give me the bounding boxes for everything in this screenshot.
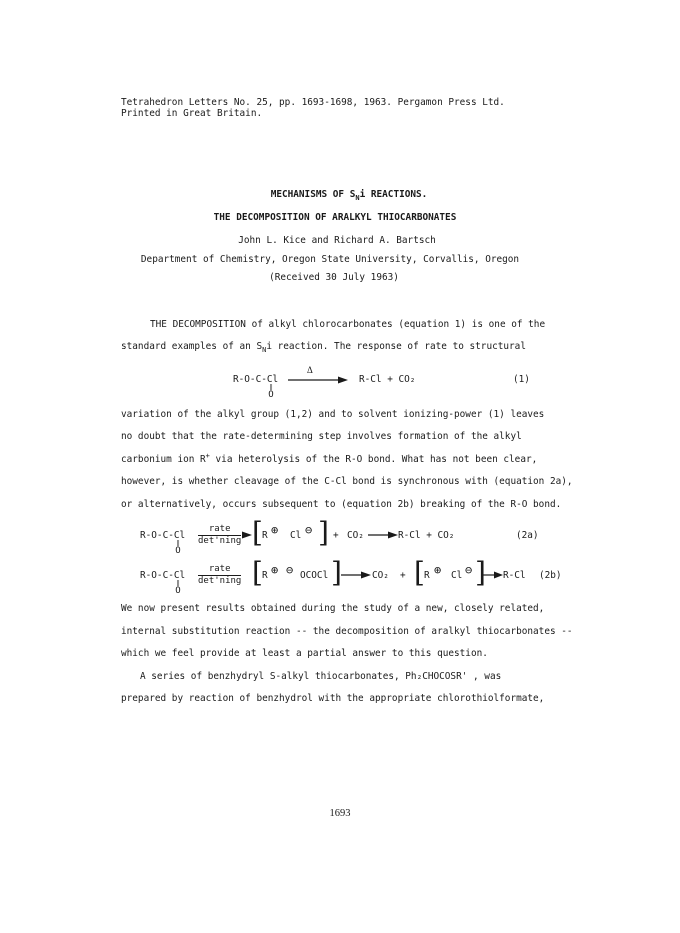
eq2b-anion-2: Cl: [451, 570, 463, 581]
eq2b-bracket-right-2: ]: [475, 556, 486, 589]
para3-line1: We now present results obtained during the study of a new, closely related,: [121, 603, 545, 614]
printed-in: Printed in Great Britain.: [121, 108, 263, 119]
title-line-1: [9, 189, 680, 202]
title-line-1-post: i REACTIONS.: [359, 189, 428, 200]
page-number: 1693: [329, 808, 351, 819]
eq2b-reactant: R-O-C-Cl: [140, 570, 186, 581]
eq2a-cation-charge: ⊕: [271, 523, 279, 537]
eq2b-carbonyl-oxygen: O: [175, 586, 181, 596]
title-line-2: THE DECOMPOSITION OF ARALKYL THIOCARBONATES: [213, 212, 457, 223]
eq2a-plus: +: [333, 530, 339, 541]
eq1-label: (1): [513, 374, 530, 385]
eq2b-bracket-left: [: [252, 556, 263, 589]
para1-line2-pre: standard examples of an S: [121, 341, 263, 352]
para2-line3: [121, 452, 538, 465]
eq2b-cation-2: R: [424, 570, 430, 581]
eq2a-arrow-2: [368, 531, 398, 539]
eq2a-co2: CO₂: [347, 530, 364, 541]
para2-line5: or alternatively, occurs subsequent to (equation 2b) breaking of the R-O bond.: [121, 499, 562, 510]
eq2a-rate-bottom: det'ning: [198, 536, 242, 546]
eq2b-product: R-Cl: [503, 570, 526, 581]
eq2a-anion: Cl: [290, 530, 302, 541]
eq2b-carbonyl: [173, 581, 183, 596]
title-line-1-pre: MECHANISMS OF S: [270, 189, 356, 200]
eq2a-reactant: R-O-C-Cl: [140, 530, 186, 541]
authors: John L. Kice and Richard A. Bartsch: [238, 235, 436, 246]
eq2a-label: (2a): [516, 530, 539, 541]
para2-line2: no doubt that the rate-determining step involves formation of the alkyl: [121, 431, 522, 442]
para1-line1: THE DECOMPOSITION of alkyl chlorocarbonates (equation 1) is one of the: [150, 319, 546, 330]
eq1-carbonyl: [266, 385, 276, 400]
para2-line3-post: via heterolysis of the R-O bond. What has not been clear,: [209, 454, 538, 465]
para1-line2-sub: N: [262, 346, 267, 354]
title-line-1-sub: N: [355, 194, 360, 202]
eq2b-co2: CO₂: [372, 570, 389, 581]
eq2a-anion-charge: ⊖: [305, 523, 313, 537]
eq2b-bracket-right: ]: [331, 556, 342, 589]
eq2b-rate-bottom: det'ning: [198, 576, 242, 586]
eq2b-cation: R: [262, 570, 268, 581]
eq2a-arrow: [196, 531, 252, 539]
eq1-reactant: R-O-C-Cl: [233, 374, 279, 385]
eq2a-cation: R: [262, 530, 268, 541]
eq2b-anion-charge: ⊖: [286, 563, 294, 577]
para4-line1: A series of benzhydryl S-alkyl thiocarbonates, Ph₂CHOCOSR' , was: [140, 671, 502, 682]
eq2b-rate-top: rate: [198, 565, 241, 576]
journal-citation: Tetrahedron Letters No. 25, pp. 1693-1698, 1963. Pergamon Press Ltd.: [121, 97, 505, 108]
para2-line3-sup: +: [205, 452, 210, 460]
eq2b-rate-label: [198, 565, 241, 586]
eq2b-anion-2-charge: ⊖: [465, 563, 473, 577]
eq2b-carbonyl-bond: ‖: [176, 580, 180, 587]
para2-line4: however, is whether cleavage of the C-Cl bond is synchronous with (equation 2a),: [121, 476, 573, 487]
eq2b-plus: +: [400, 570, 406, 581]
eq2a-bracket-left: [: [252, 516, 263, 549]
eq2a-carbonyl-oxygen: O: [175, 546, 181, 556]
para2-line3-pre: carbonium ion R: [121, 454, 206, 465]
eq1-arrow: [288, 376, 348, 384]
eq2b-anion: OCOCl: [300, 570, 329, 581]
para2-line1: variation of the alkyl group (1,2) and to solvent ionizing-power (1) leaves: [121, 409, 545, 420]
received-date: (Received 30 July 1963): [269, 272, 399, 283]
eq2b-bracket-left-2: [: [414, 556, 425, 589]
para1-line2: [121, 341, 526, 354]
eq1-condition: Δ: [307, 365, 313, 375]
eq2b-arrow-2: [341, 571, 371, 579]
para4-line2: prepared by reaction of benzhydrol with the appropriate chlorothiolformate,: [121, 693, 545, 704]
eq2a-carbonyl: [173, 541, 183, 556]
eq2b-cation-2-charge: ⊕: [434, 563, 442, 577]
affiliation: Department of Chemistry, Oregon State University, Corvallis, Oregon: [140, 254, 520, 265]
para1-line2-post: i reaction. The response of rate to structural: [266, 341, 526, 352]
para3-line3: which we feel provide at least a partial answer to this question.: [121, 648, 488, 659]
eq2a-bracket-right: ]: [318, 516, 329, 549]
eq1-carbonyl-oxygen: O: [268, 390, 274, 400]
eq1-carbonyl-bond: ‖: [269, 384, 273, 391]
eq2b-cation-charge: ⊕: [271, 563, 279, 577]
para3-line2: internal substitution reaction -- the decomposition of aralkyl thiocarbonates --: [121, 626, 573, 637]
eq2b-label: (2b): [539, 570, 562, 581]
eq2a-rate-top: rate: [198, 525, 241, 536]
eq2a-carbonyl-bond: ‖: [176, 540, 180, 547]
eq1-products: R-Cl + CO₂: [359, 374, 416, 385]
eq2b-arrow-3: [483, 571, 503, 579]
eq2a-products: R-Cl + CO₂: [398, 530, 455, 541]
